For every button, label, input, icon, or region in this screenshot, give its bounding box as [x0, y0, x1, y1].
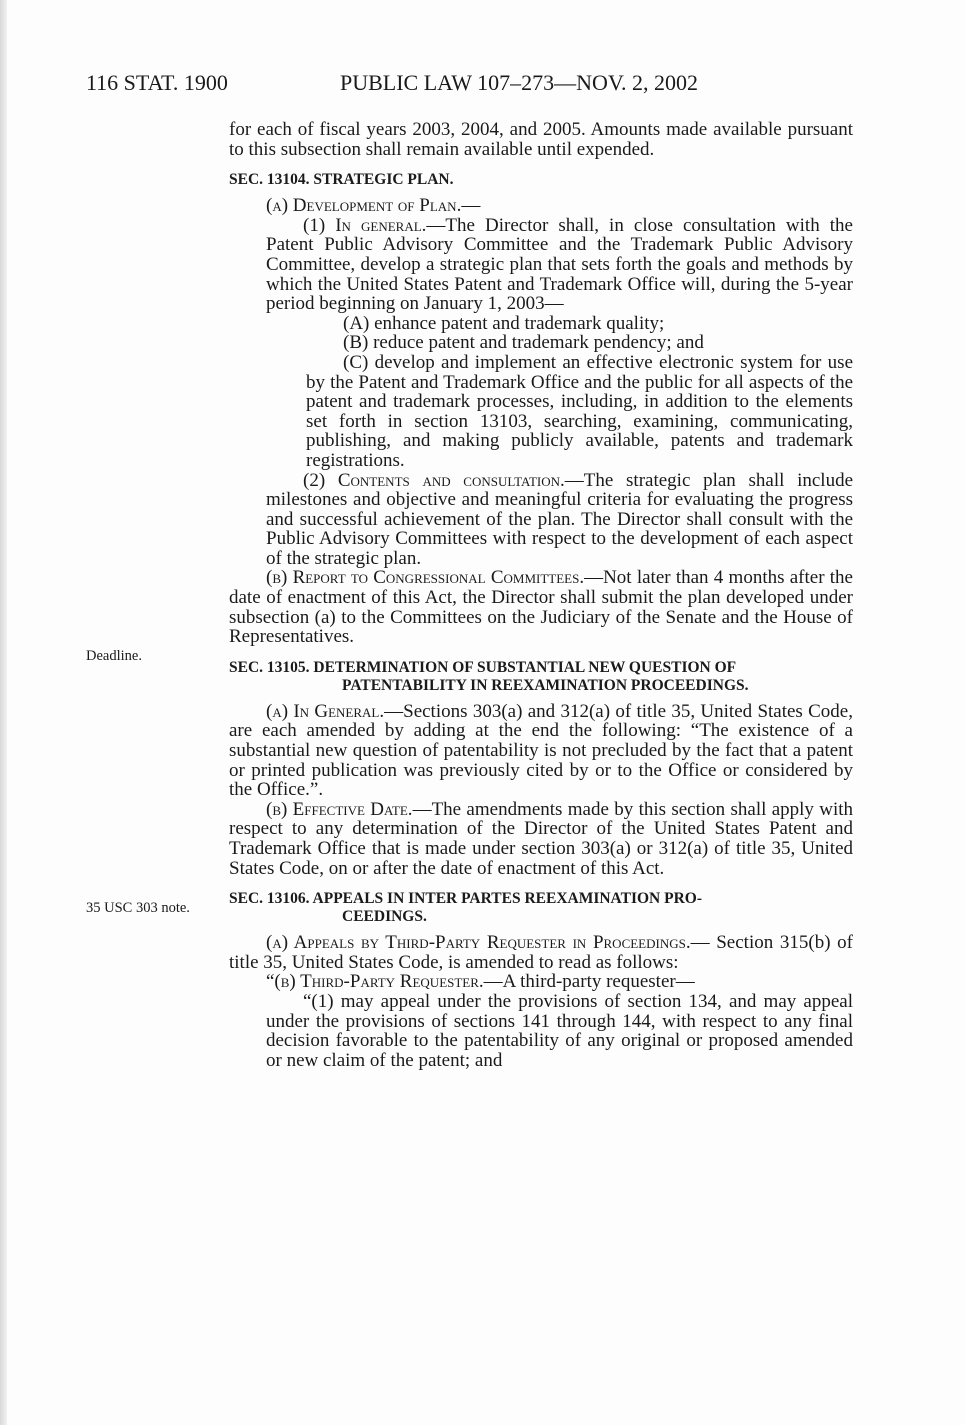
- sec13106-a-label: (a) Appeals by Third-Party Requester in Proceedings.: [266, 932, 691, 954]
- sec13105-b-text: —The amendments made by this section shall apply with respect to any determination of the Director of the United States Patent and Trademark Office that is made under section 303(a) or 312(a) of title 35, United States Code, on or after the date of enactment of this Act.: [229, 798, 854, 879]
- section-heading-13104: SEC. 13104. STRATEGIC PLAN.: [229, 171, 454, 189]
- quoted-subsection-b: [229, 972, 853, 992]
- section-heading-13106-line1: SEC. 13106. APPEALS IN INTER PARTES REEXAMINATION PRO-: [229, 890, 702, 908]
- section-heading-13105-line1: SEC. 13105. DETERMINATION OF SUBSTANTIAL NEW QUESTION OF: [229, 658, 737, 676]
- page-reference: 116 STAT. 1900: [86, 70, 228, 95]
- binding-edge: [0, 0, 7, 1425]
- sec13105-subsection-a: [229, 702, 853, 800]
- section-heading-13105: [229, 659, 853, 695]
- section-heading-13105-line2: PATENTABILITY IN REEXAMINATION PROCEEDINGS.: [342, 676, 749, 694]
- paragraph-1-in-general: [266, 216, 853, 314]
- sec13106-subsection-a: [229, 933, 853, 972]
- sec13106-a-text: — Section 315(b) of title 35, United States Code, is amended to read as follows:: [229, 932, 853, 973]
- paragraph-2-text: —The strategic plan shall include milestones and objective and meaningful criteria for evaluating the progress and successful achievement of the plan. The Director shall consult with the Public Advisory Committees with respect to the development of each aspect of the strategic plan.: [266, 469, 854, 569]
- subsection-b-text: —Not later than 4 months after the date of enactment of this Act, the Director shall submit the plan developed under subsection (a) to the Committees on the Judiciary of the Senate and the House of Representatives.: [229, 567, 853, 648]
- subsection-b-report: [229, 568, 853, 646]
- paragraph-2-label: (2) Contents and consultation.: [303, 469, 565, 491]
- statute-text-column: [229, 120, 853, 1070]
- subsection-b-label: (b) Report to Congressional Committees.: [266, 567, 585, 589]
- margin-note-usc-citation: 35 USC 303 note.: [86, 900, 190, 916]
- margin-note-deadline: Deadline.: [86, 648, 142, 664]
- clause-A: (A) enhance patent and trademark quality;: [343, 312, 665, 334]
- section-heading-13106-line2: CEEDINGS.: [342, 908, 427, 926]
- paragraph-2-contents: [266, 471, 853, 569]
- paragraph-1-text: —The Director shall, in close consultation with the Patent Public Advisory Committee and the Trademark Public Advisory Committee, develop a strategic plan that sets forth the goals and methods by which the United States Patent and Trademark Office will, during the 5-year period beginning on January 1, 2003—: [266, 214, 853, 315]
- sec13105-b-label: (b) Effective Date.: [266, 798, 413, 820]
- clause-C: (C) develop and implement an effective electronic system for use by the Patent and Trademark Office and the public for all aspects of the patent and trademark processes, including, in addition to the elements set forth in section 13103, searching, examining, communicating, publishing, and making publicly available, patents and trademark registrations.: [306, 351, 853, 471]
- subsection-a-heading: (a) Development of Plan.—: [266, 195, 481, 217]
- paragraph-1-label: (1) In general.: [303, 214, 427, 236]
- sec13105-a-text: —Sections 303(a) and 312(a) of title 35, United States Code, are each amended by adding at the end the following: “The existence of a substantial new question of patentability is not precluded by the fact that a patent or printed publication was previously cited by or to the Office or considered by the Office.”.: [229, 700, 853, 801]
- quoted-paragraph-1: “(1) may appeal under the provisions of section 134, and may appeal under the provisions of sections 141 through 144, with respect to any final decision favorable to the patentability of any original or proposed amended or new claim of the patent; and: [266, 990, 853, 1071]
- sec13105-subsection-b: [229, 800, 853, 878]
- clause-B: (B) reduce patent and trademark pendency; and: [343, 332, 704, 354]
- sec13105-a-label: (a) In General.: [266, 700, 385, 722]
- quoted-b-label: “(b) Third-Party Requester.: [266, 971, 484, 993]
- public-law-reference: PUBLIC LAW 107–273—NOV. 2, 2002: [340, 70, 698, 95]
- carryover-paragraph: for each of fiscal years 2003, 2004, and 2005. Amounts made available pursuant to this subsection shall remain available until expended.: [229, 119, 853, 160]
- section-heading-13106: [229, 890, 853, 926]
- quoted-b-text: —A third-party requester—: [483, 971, 695, 993]
